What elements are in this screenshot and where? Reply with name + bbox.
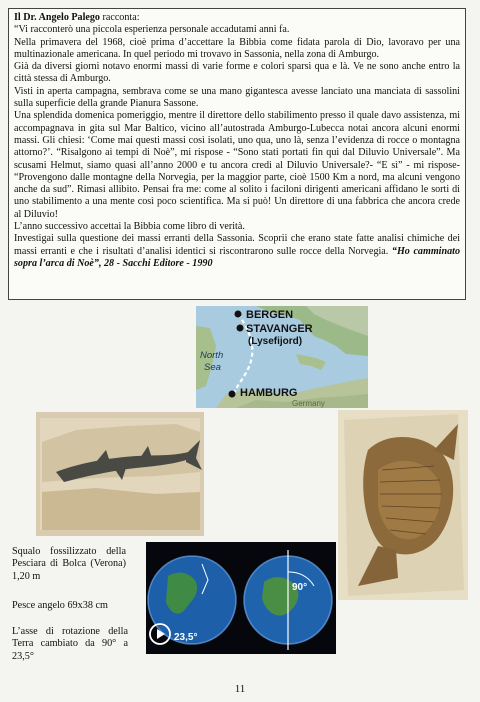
intro-verb: racconta:: [99, 12, 140, 23]
paragraph-7: [14, 233, 460, 270]
earth-axis-image: [146, 542, 336, 654]
label-north: North: [200, 350, 224, 361]
label-23-5: 23,5°: [174, 632, 198, 643]
label-germany: Germany: [292, 399, 325, 408]
map-graphic: [196, 306, 368, 408]
paragraph-6: L’anno successivo accettai la Bibbia come libro di verità.: [14, 221, 245, 233]
route-map: [196, 306, 368, 408]
shark-fossil-image: [36, 412, 204, 536]
label-sea: Sea: [204, 362, 221, 373]
page-number: 11: [234, 683, 246, 695]
paragraph-2: Nella primavera del 1968, cioè prima d’accettare la Bibbia come fidata parola di Dio, lavoravo per una multinazionale americana. In quel periodo mi trovavo in Sassonia, nella zona di Amburgo.: [14, 36, 460, 60]
paragraph-4: Visti in aperta campagna, sembrava come se una mano gigantesca avesse lanciato una manciata di sassolini sulla superficie della grande Pianura Sassone.: [14, 85, 460, 110]
earth-axis-graphic: [146, 542, 336, 654]
angelfish-fossil-image: [338, 410, 468, 600]
author-name: Il Dr. Angelo Palego: [14, 12, 100, 23]
caption-axis: L’asse di rotazione della Terra cambiato da 90° a 23,5°: [12, 626, 128, 662]
label-stavanger: STAVANGER: [246, 323, 313, 335]
paragraph-5: Una splendida domenica pomeriggio, mentre il direttore dello stabilimento presso il quale davo assistenza, mi accompagnava in gita sul Mar Baltico, vicino all’autostrada Amburgo-Lubecca notai ancora alcuni enormi massi. Gli chiesi: ‘Come mai questi massi così isolati, uno qua, uno là, senza l’evidenza di rocce o montagna attorno?’. “Risalgono ai tempi di Noè”, mi rispose - “Sono stati portati fin qui dal Diluvio Universale”. Ma scusami Helmut, siamo quasi all’anno 2000 e tu ancora credi al Diluvio Universale?- “E sì” - mi rispose- “Provengono dalle montagne della Norvegia, per la maggior parte, cioè 1500 Km a nord, ma alcuni vengono anche da sud”. Rimasi allibito. Pensai fra me: come al solito i faciloni dirigenti americani affidano le sorti di uno stabilimento a una mente così poco scientifica. Ma si può! Un direttore di una fabbrica che ancora crede al Diluvio!: [14, 110, 460, 220]
label-90: 90°: [292, 582, 308, 593]
shark-fossil-graphic: [36, 412, 204, 536]
paragraph-3: Già da diversi giorni notavo enormi massi di varie forme e colori sparsi qua e là. Ve ne sono anche entro la città stessa di Amburgo.: [14, 61, 460, 85]
paragraph-1: “Vi racconterò una piccola esperienza personale accadutami anni fa.: [14, 24, 290, 36]
label-hamburg: HAMBURG: [240, 387, 298, 399]
label-bergen: BERGEN: [246, 309, 294, 321]
story-text-box: [8, 8, 466, 300]
label-lysefjord: (Lysefijord): [248, 336, 303, 347]
caption-angelfish: Pesce angelo 69x38 cm: [12, 600, 108, 611]
book-citation: “Ho camminato sopra l’arca di Noè”, 28 - Sacchi Editore - 1990: [14, 245, 460, 269]
angelfish-fossil-graphic: [338, 410, 468, 600]
paragraph-7-text: Investigai sulla questione dei massi erranti della Sassonia. Scoprii che erano state fatte analisi chimiche dei massi erranti e che i risultati d’analisi identici si riscontrarono sulle rocce della Norvegia.: [14, 233, 460, 257]
caption-shark: Squalo fossilizzato della Pesciara di Bolca (Verona) 1,20 m: [12, 546, 126, 582]
intro-line: [14, 12, 460, 24]
